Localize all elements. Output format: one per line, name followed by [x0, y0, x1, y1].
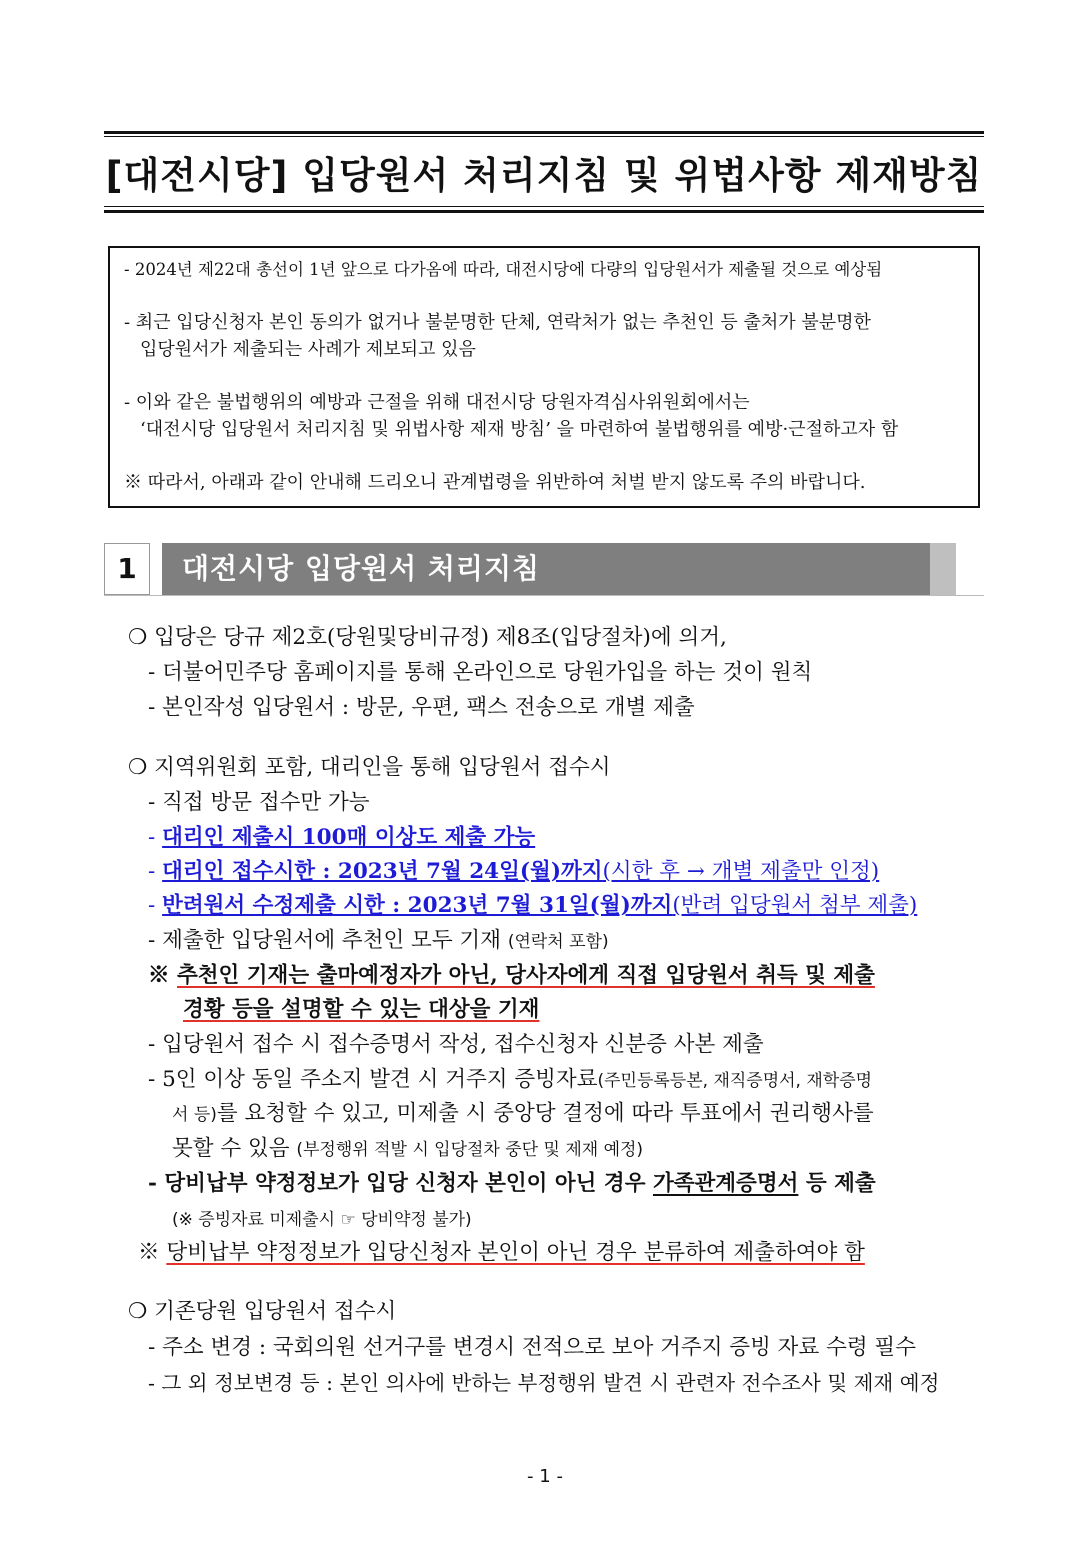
item-b10-text-end: 등 제출 [798, 1171, 876, 1196]
title-bottom-rule-thin [104, 206, 984, 207]
item-b9 [148, 1064, 872, 1097]
item-b8: - 입당원서 접수 시 접수증명서 작성, 접수신청자 신분증 사본 제출 [148, 1032, 764, 1057]
section-rule [104, 595, 984, 596]
item-b9-text-cont: 를 요청할 수 있고, 미제출 시 중앙당 결정에 따라 투표에서 권리행사를 [216, 1101, 874, 1126]
item-c3: - 그 외 정보변경 등 : 본인 의사에 반하는 부정행위 발견 시 관련자 전수조사 및 제재 예정 [148, 1371, 940, 1395]
page-number: - 1 - [527, 1466, 563, 1487]
intro-text-3a: - 이와 같은 불법행위의 예방과 근절을 위해 대전시당 당원자격심사위원회에서는 [124, 392, 750, 413]
item-a3: - 본인작성 입당원서 : 방문, 우편, 팩스 전송으로 개별 제출 [148, 695, 695, 720]
item-b10-text: - 당비납부 약정정보가 입당 신청자 본인이 아닌 경우 [148, 1171, 653, 1196]
item-b10 [148, 1168, 876, 1200]
item-a2: - 더불어민주당 홈페이지를 통해 온라인으로 당원가입을 하는 것이 원칙 [148, 660, 813, 685]
item-b9-text-end: 못할 수 있음 [172, 1136, 290, 1161]
item-b9-cont1 [172, 1098, 874, 1131]
item-b5 [148, 890, 917, 922]
item-b4 [148, 856, 879, 888]
note-b11-text: 당비납부 약정정보가 입당신청자 본인이 아닌 경우 분류하여 제출하여야 함 [166, 1240, 865, 1265]
intro-box [108, 246, 980, 508]
item-b9-text: - 5인 이상 동일 주소지 발견 시 거주지 증빙자료 [148, 1067, 598, 1092]
item-b9-note-end: (부정행위 적발 시 입당절차 중단 및 제재 예정) [296, 1140, 644, 1160]
section-title: 대전시당 입당원서 처리지침 [162, 543, 930, 595]
note-b7 [148, 960, 875, 992]
note-b7-cont [183, 994, 539, 1026]
bullet-a1: ❍ 입당은 당규 제2호(당원및당비규정) 제8조(입당절차)에 의거, [128, 625, 727, 650]
intro-paragraph-2 [124, 309, 968, 363]
item-b9-note-cont: 서 등) [172, 1105, 217, 1125]
item-b6 [148, 925, 609, 958]
item-b3-text: 대리인 제출시 100매 이상도 제출 가능 [162, 825, 536, 850]
note-b7-mark: ※ [148, 963, 177, 988]
intro-paragraph-3 [124, 389, 968, 443]
intro-text-1: - 2024년 제22대 총선이 1년 앞으로 다가옴에 따라, 대전시당에 다량의 입당원서가 제출될 것으로 예상됨 [124, 260, 883, 279]
intro-text-2a: - 최근 입당신청자 본인 동의가 없거나 불분명한 단체, 연락처가 없는 추천인 등 출처가 불분명한 [124, 312, 871, 333]
item-b6-text: - 제출한 입당원서에 추천인 모두 기재 [148, 928, 501, 953]
intro-text-2b: 입당원서가 제출되는 사례가 제보되고 있음 [140, 339, 476, 360]
document-title: [대전시당] 입당원서 처리지침 및 위법사항 제재방침 [105, 154, 983, 197]
item-b2: - 직접 방문 접수만 가능 [148, 790, 370, 815]
section-number: 1 [104, 543, 150, 595]
item-b5-note: (반려 입당원서 첨부 제출) [672, 893, 918, 918]
item-b9-note: (주민등록등본, 재직증명서, 재학증명 [597, 1071, 873, 1091]
item-b4-dash: - [148, 859, 163, 884]
item-b3-dash: - [148, 825, 163, 850]
item-b4-note: (시한 후 → 개별 제출만 인정) [602, 859, 880, 884]
note-b7-text-cont: 경황 등을 설명할 수 있는 대상을 기재 [183, 997, 540, 1022]
item-c2: - 주소 변경 : 국회의원 선거구를 변경시 전적으로 보아 거주지 증빙 자료 수령 필수 [148, 1335, 916, 1360]
intro-paragraph-1 [124, 256, 968, 283]
item-b4-deadline: 대리인 접수시한 : 2023년 7월 24일(월)까지 [162, 859, 603, 884]
bullet-b1: ❍ 지역위원회 포함, 대리인을 통해 입당원서 접수시 [128, 755, 611, 780]
intro-paragraph-4 [124, 469, 968, 496]
item-b10-note: (※ 증빙자료 미제출시 ☞ 당비약정 불가) [172, 1210, 472, 1230]
item-b6-note: (연락처 포함) [507, 932, 609, 952]
item-b5-dash: - [148, 893, 163, 918]
item-b3 [148, 822, 535, 854]
title-top-rule-thin [104, 136, 984, 137]
title-bottom-rule [104, 210, 984, 213]
intro-text-4: ※ 따라서, 아래과 같이 안내해 드리오니 관계법령을 위반하여 처벌 받지 않도록 주의 바랍니다. [124, 472, 866, 493]
bullet-c1: ❍ 기존당원 입당원서 접수시 [128, 1299, 397, 1324]
item-b10-document: 가족관계증명서 [652, 1171, 799, 1196]
item-b9-cont2 [172, 1133, 643, 1166]
item-b5-deadline: 반려원서 수정제출 시한 : 2023년 7월 31일(월)까지 [162, 893, 673, 918]
note-b11 [138, 1237, 865, 1269]
note-b11-mark: ※ [138, 1240, 167, 1265]
intro-text-3b: ‘대전시당 입당원서 처리지침 및 위법사항 제재 방침’ 을 마련하여 불법행위를 예방·근절하고자 함 [140, 419, 899, 440]
title-top-rule [104, 131, 984, 134]
note-b7-text: 추천인 기재는 출마예정자가 아닌, 당사자에게 직접 입당원서 취득 및 제출 [177, 963, 875, 988]
section-bar-accent [930, 543, 956, 595]
